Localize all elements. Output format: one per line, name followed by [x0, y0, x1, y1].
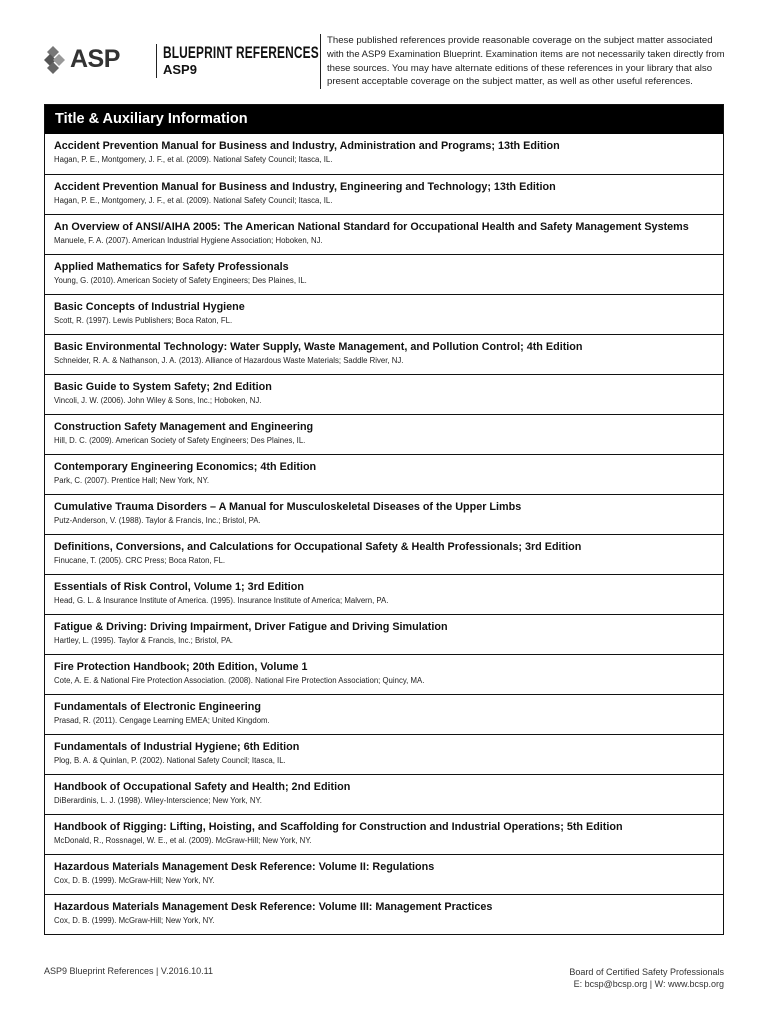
- reference-title: Handbook of Rigging: Lifting, Hoisting, and Scaffolding for Construction and Industrial Operations; 5th Edition: [54, 821, 623, 833]
- intro-line: present acceptable coverage on the subject matter, as well as other useful references.: [327, 76, 693, 88]
- reference-title: Cumulative Trauma Disorders – A Manual for Musculoskeletal Diseases of the Upper Limbs: [54, 501, 522, 513]
- diamond-logo-icon: [44, 44, 70, 76]
- reference-title: Hazardous Materials Management Desk Reference: Volume II: Regulations: [54, 861, 435, 873]
- intro-text: [320, 34, 731, 89]
- table-row: [45, 134, 723, 174]
- reference-citation: Plog, B. A. & Quinlan, P. (2002). National Safety Council; Itasca, IL.: [54, 756, 286, 765]
- table-row: [45, 854, 723, 894]
- reference-citation: Hill, D. C. (2009). American Society of Safety Engineers; Des Plaines, IL.: [54, 436, 306, 445]
- reference-title: Contemporary Engineering Economics; 4th Edition: [54, 461, 317, 473]
- table-row: [45, 814, 723, 854]
- table-row: [45, 454, 723, 494]
- reference-citation: Vincoli, J. W. (2006). John Wiley & Sons, Inc.; Hoboken, NJ.: [54, 396, 262, 405]
- reference-title: Fundamentals of Electronic Engineering: [54, 701, 261, 713]
- table-header: Title & Auxiliary Information: [45, 105, 723, 134]
- reference-citation: Putz-Anderson, V. (1988). Taylor & Francis, Inc.; Bristol, PA.: [54, 516, 261, 525]
- table-row: [45, 734, 723, 774]
- footer-version: ASP9 Blueprint References | V.2016.10.11: [44, 966, 213, 976]
- table-row: [45, 334, 723, 374]
- reference-title: Basic Environmental Technology: Water Supply, Waste Management, and Pollution Control; 4th Edition: [54, 341, 583, 353]
- reference-title: Basic Guide to System Safety; 2nd Edition: [54, 381, 272, 393]
- reference-citation: Finucane, T. (2005). CRC Press; Boca Raton, FL.: [54, 556, 226, 565]
- reference-citation: Hartley, L. (1995). Taylor & Francis, Inc.; Bristol, PA.: [54, 636, 233, 645]
- reference-title: Fatigue & Driving: Driving Impairment, Driver Fatigue and Driving Simulation: [54, 621, 448, 633]
- reference-title: Construction Safety Management and Engineering: [54, 421, 314, 433]
- reference-citation: Hagan, P. E., Montgomery, J. F., et al. (2009). National Safety Council; Itasca, IL.: [54, 196, 333, 205]
- intro-line: with the ASP9 Examination Blueprint. Examination items are not necessarily taken directly from: [327, 48, 725, 60]
- reference-citation: Scott, R. (1997). Lewis Publishers; Boca Raton, FL.: [54, 316, 233, 325]
- table-row: [45, 694, 723, 734]
- table-body: [45, 134, 723, 934]
- reference-title: Accident Prevention Manual for Business and Industry, Administration and Programs; 13th Edition: [54, 140, 560, 152]
- reference-title: Essentials of Risk Control, Volume 1; 3rd Edition: [54, 581, 304, 593]
- reference-title: Definitions, Conversions, and Calculations for Occupational Safety & Health Professionals; 3rd Edition: [54, 541, 582, 553]
- reference-citation: DiBerardinis, L. J. (1998). Wiley-Interscience; New York, NY.: [54, 796, 262, 805]
- table-row: [45, 574, 723, 614]
- reference-citation: Cox, D. B. (1999). McGraw-Hill; New York, NY.: [54, 876, 215, 885]
- table-row: [45, 614, 723, 654]
- table-row: [45, 894, 723, 934]
- table-row: [45, 214, 723, 254]
- intro-line: These published references provide reasonable coverage on the subject matter associated: [327, 35, 713, 46]
- logo-text: ASP: [70, 45, 120, 73]
- table-row: [45, 174, 723, 214]
- table-row: [45, 534, 723, 574]
- intro-line: these sources. You may have alternate editions of these references in your library that also: [327, 62, 713, 74]
- reference-title: Hazardous Materials Management Desk Reference: Volume III: Management Practices: [54, 901, 493, 913]
- reference-title: Accident Prevention Manual for Business and Industry, Engineering and Technology; 13th Edition: [54, 181, 556, 193]
- page-header: [44, 34, 724, 94]
- reference-citation: Park, C. (2007). Prentice Hall; New York, NY.: [54, 476, 209, 485]
- reference-title: Fire Protection Handbook; 20th Edition, Volume 1: [54, 661, 308, 673]
- reference-citation: Cote, A. E. & National Fire Protection Association. (2008). National Fire Protection Association; Quincy, MA.: [54, 676, 425, 685]
- reference-title: Handbook of Occupational Safety and Health; 2nd Edition: [54, 781, 351, 793]
- reference-citation: Cox, D. B. (1999). McGraw-Hill; New York, NY.: [54, 916, 215, 925]
- reference-citation: Young, G. (2010). American Society of Safety Engineers; Des Plaines, IL.: [54, 276, 307, 285]
- table-row: [45, 494, 723, 534]
- references-table: [44, 104, 724, 935]
- page-subtitle: ASP9: [163, 62, 197, 77]
- reference-citation: Head, G. L. & Insurance Institute of America. (1995). Insurance Institute of America; Malvern, PA.: [54, 596, 389, 605]
- reference-citation: Prasad, R. (2011). Cengage Learning EMEA; United Kingdom.: [54, 716, 270, 725]
- reference-citation: Hagan, P. E., Montgomery, J. F., et al. (2009). National Safety Council; Itasca, IL.: [54, 155, 333, 164]
- table-row: [45, 254, 723, 294]
- reference-citation: McDonald, R., Rossnagel, W. E., et al. (2009). McGraw-Hill; New York, NY.: [54, 836, 312, 845]
- reference-title: Basic Concepts of Industrial Hygiene: [54, 301, 245, 313]
- reference-title: An Overview of ANSI/AIHA 2005: The American National Standard for Occupational Health and Safety Management Systems: [54, 221, 689, 233]
- table-row: [45, 294, 723, 334]
- footer-contact-info: E: bcsp@bcsp.org | W: www.bcsp.org: [573, 979, 724, 989]
- table-row: [45, 414, 723, 454]
- footer-org: Board of Certified Safety Professionals: [569, 967, 724, 977]
- asp-logo: [44, 44, 154, 80]
- footer-contact: [569, 966, 724, 990]
- table-row: [45, 374, 723, 414]
- table-row: [45, 654, 723, 694]
- page-title: BLUEPRINT REFERENCES: [163, 44, 319, 62]
- table-row: [45, 774, 723, 814]
- reference-citation: Manuele, F. A. (2007). American Industrial Hygiene Association; Hoboken, NJ.: [54, 236, 323, 245]
- reference-citation: Schneider, R. A. & Nathanson, J. A. (2013). Alliance of Hazardous Waste Materials; Saddle River, NJ.: [54, 356, 404, 365]
- reference-title: Fundamentals of Industrial Hygiene; 6th Edition: [54, 741, 300, 753]
- reference-title: Applied Mathematics for Safety Professionals: [54, 261, 289, 273]
